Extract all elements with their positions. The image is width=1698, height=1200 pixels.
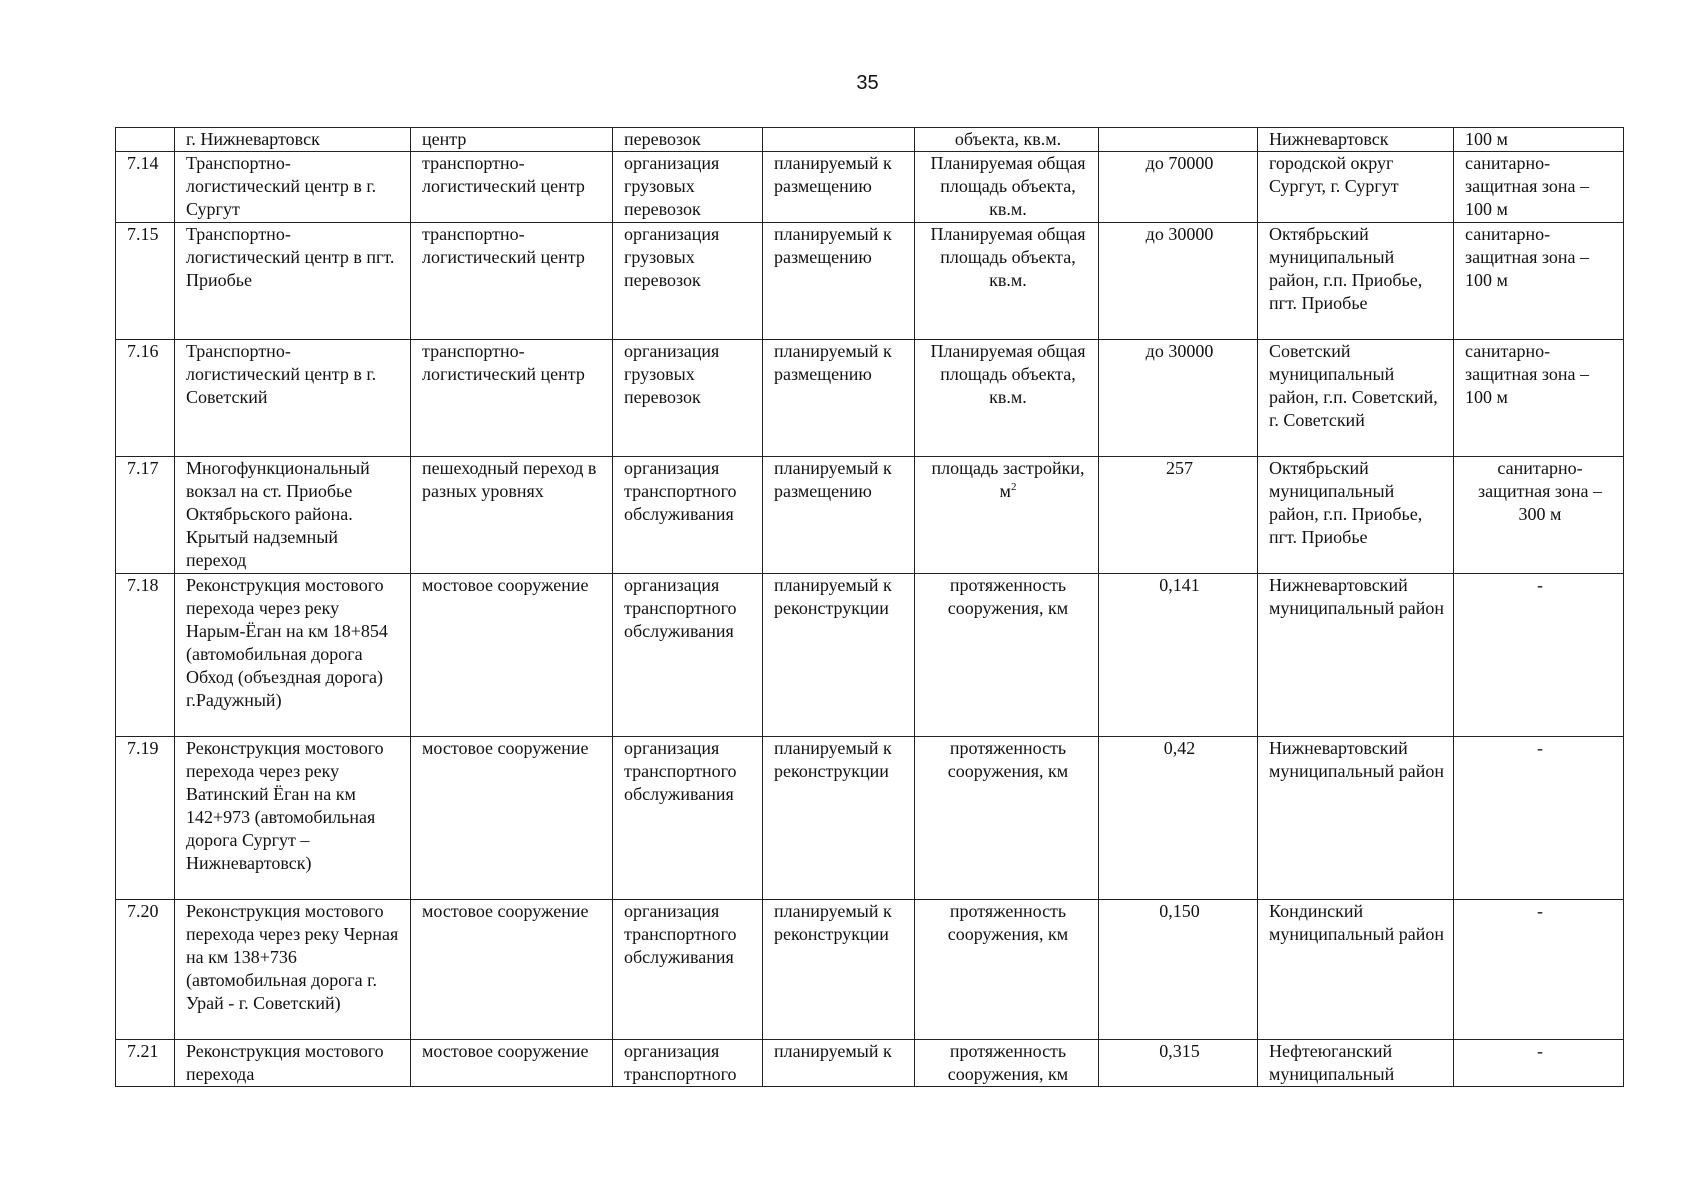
cell-location [1258,737,1454,900]
cell-purpose-text: организация грузовых перевозок [624,341,720,407]
cell-status [763,737,915,900]
cell-object-type [411,900,613,1040]
cell-location [1258,128,1454,152]
cell-object-name [175,737,411,900]
cell-location-text: Нефтеюганский муниципальный [1269,1041,1395,1084]
cell-object-name-text: Реконструкция мостового перехода через реку Ватинский Ёган на км 142+973 (автомобильная дорога Сургут – Нижневартовск) [186,738,384,873]
cell-parameter [915,574,1099,737]
cell-zone-text: санитарно-защитная зона – 100 м [1465,341,1589,407]
cell-zone [1454,1040,1624,1087]
cell-object-name-text: г. Нижневартовск [186,129,320,149]
cell-number-text: 7.15 [127,224,159,244]
cell-zone [1454,574,1624,737]
cell-number-text: 7.21 [127,1041,159,1061]
cell-purpose [613,340,763,457]
cell-purpose-text: организация грузовых перевозок [624,224,720,290]
cell-number [116,1040,175,1087]
cell-parameter [915,152,1099,223]
cell-status [763,128,915,152]
cell-purpose [613,128,763,152]
objects-table [115,127,1624,1087]
cell-location-text: Октябрьский муниципальный район, г.п. Приобье, пгт. Приобье [1269,458,1423,547]
cell-parameter [915,457,1099,574]
cell-value [1099,1040,1258,1087]
cell-status [763,152,915,223]
cell-status [763,574,915,737]
cell-value [1099,900,1258,1040]
cell-value [1099,737,1258,900]
cell-purpose-text: организация транспортного обслуживания [624,458,737,524]
cell-number [116,152,175,223]
cell-status-text: планируемый к размещению [774,153,892,196]
cell-location [1258,900,1454,1040]
cell-value [1099,340,1258,457]
cell-value-text: до 30000 [1145,224,1214,244]
cell-zone-text: - [1537,901,1543,921]
cell-object-name-text: Транспортно-логистический центр в г. Сургут [186,153,377,219]
cell-zone-text: - [1537,738,1543,758]
cell-purpose [613,900,763,1040]
cell-zone [1454,737,1624,900]
cell-status-text: планируемый к реконструкции [774,901,892,944]
cell-object-type [411,152,613,223]
cell-purpose [613,737,763,900]
cell-status [763,223,915,340]
cell-location-text: городской округ Сургут, г. Сургут [1269,153,1399,196]
cell-value-text: 0,42 [1163,738,1196,758]
cell-object-type-text: пешеходный переход в разных уровнях [422,458,597,501]
cell-object-name [175,1040,411,1087]
unit-superscript: 2 [1010,481,1017,493]
cell-parameter-text: объекта, кв.м. [954,129,1062,149]
cell-parameter [915,340,1099,457]
cell-location-text: Нижневартовский муниципальный район [1269,738,1445,781]
cell-value-text: 0,315 [1159,1041,1200,1061]
cell-number-text: 7.18 [127,575,159,595]
cell-value-text: 0,141 [1159,575,1200,595]
cell-status-text: планируемый к размещению [774,458,892,501]
cell-value-text: до 30000 [1145,341,1214,361]
cell-object-type [411,128,613,152]
cell-object-type-text: транспортно-логистический центр [422,224,585,267]
cell-purpose [613,574,763,737]
cell-parameter [915,1040,1099,1087]
table-row [116,574,1624,737]
cell-zone [1454,223,1624,340]
cell-object-type [411,223,613,340]
cell-parameter-text: Планируемая общая площадь объекта, кв.м. [930,341,1086,407]
table-row [116,1040,1624,1087]
cell-value [1099,457,1258,574]
cell-value [1099,128,1258,152]
cell-location [1258,340,1454,457]
cell-location-text: Советский муниципальный район, г.п. Советский, г. Советский [1269,341,1438,430]
table-row [116,152,1624,223]
cell-zone-text: - [1537,575,1543,595]
cell-purpose-text: организация транспортного обслуживания [624,575,737,641]
cell-zone-text: санитарно-защитная зона – 300 м [1478,458,1602,524]
cell-zone-text: санитарно-защитная зона – 100 м [1465,153,1589,219]
cell-location [1258,152,1454,223]
cell-location-text: Октябрьский муниципальный район, г.п. Приобье, пгт. Приобье [1269,224,1423,313]
cell-object-type-text: мостовое сооружение [422,575,589,595]
cell-status-text: планируемый к размещению [774,224,892,267]
cell-number [116,900,175,1040]
cell-object-name [175,574,411,737]
cell-location [1258,223,1454,340]
cell-object-name [175,900,411,1040]
cell-status [763,457,915,574]
cell-value [1099,223,1258,340]
cell-purpose [613,1040,763,1087]
cell-object-name-text: Реконструкция мостового перехода [186,1041,384,1084]
table-row [116,900,1624,1040]
cell-status-text: планируемый к реконструкции [774,738,892,781]
cell-parameter-text: протяженность сооружения, км [947,738,1069,781]
cell-object-type-text: мостовое сооружение [422,738,589,758]
cell-number [116,128,175,152]
cell-object-type [411,457,613,574]
cell-purpose-text: организация транспортного обслуживания [624,738,737,804]
cell-object-type [411,574,613,737]
cell-parameter [915,900,1099,1040]
cell-purpose [613,223,763,340]
cell-object-name [175,152,411,223]
cell-purpose-text: организация грузовых перевозок [624,153,720,219]
cell-zone-text: 100 м [1465,129,1508,149]
cell-parameter-text: протяженность сооружения, км [947,575,1069,618]
page-number: 35 [856,72,879,94]
cell-number [116,340,175,457]
cell-object-type [411,340,613,457]
cell-object-name-text: Многофункциональный вокзал на ст. Приобье Октябрьского района. Крытый надземный переход [186,458,370,570]
cell-number-text: 7.17 [127,458,159,478]
cell-number [116,574,175,737]
cell-number-text: 7.16 [127,341,159,361]
cell-status-text: планируемый к размещению [774,341,892,384]
cell-object-name [175,340,411,457]
cell-location [1258,574,1454,737]
cell-parameter-text: площадь застройки, м [931,458,1085,501]
cell-zone-text: санитарно-защитная зона – 100 м [1465,224,1589,290]
cell-number-text: 7.14 [127,153,159,173]
cell-status-text: планируемый к реконструкции [774,575,892,618]
cell-purpose [613,457,763,574]
cell-object-type-text: центр [422,129,467,149]
cell-value-text: 257 [1166,458,1193,478]
table-row [116,737,1624,900]
cell-zone [1454,128,1624,152]
cell-status [763,1040,915,1087]
cell-status [763,900,915,1040]
cell-object-name [175,457,411,574]
table-row [116,457,1624,574]
cell-object-type-text: мостовое сооружение [422,901,589,921]
table-row [116,340,1624,457]
cell-purpose-text: перевозок [624,129,701,149]
cell-value-text: до 70000 [1145,153,1214,173]
cell-parameter-text: протяженность сооружения, км [947,1041,1069,1084]
cell-zone-text: - [1537,1041,1543,1061]
cell-object-name [175,128,411,152]
cell-location-text: Нижневартовск [1269,129,1389,149]
cell-parameter-text: протяженность сооружения, км [947,901,1069,944]
table-row [116,128,1624,152]
cell-object-name-text: Реконструкция мостового перехода через реку Черная на км 138+736 (автомобильная дорога г. Урай - г. Советский) [186,901,399,1013]
cell-parameter-text: Планируемая общая площадь объекта, кв.м. [930,224,1086,290]
cell-value-text: 0,150 [1159,901,1200,921]
cell-purpose [613,152,763,223]
cell-zone [1454,457,1624,574]
cell-purpose-text: организация транспортного обслуживания [624,901,737,967]
cell-location [1258,457,1454,574]
table-row [116,223,1624,340]
cell-location [1258,1040,1454,1087]
cell-value [1099,152,1258,223]
cell-object-name-text: Транспортно-логистический центр в г. Советский [186,341,377,407]
cell-object-name-text: Транспортно-логистический центр в пгт. Приобье [186,224,395,290]
cell-zone [1454,340,1624,457]
cell-purpose-text: организация транспортного [624,1041,737,1084]
cell-object-type-text: мостовое сооружение [422,1041,589,1061]
cell-object-name [175,223,411,340]
cell-parameter [915,223,1099,340]
cell-status [763,340,915,457]
cell-location-text: Нижневартовский муниципальный район [1269,575,1445,618]
cell-number [116,223,175,340]
cell-object-type [411,1040,613,1087]
cell-status-text: планируемый к [774,1041,892,1061]
cell-number-text: 7.19 [127,738,159,758]
cell-parameter-text: Планируемая общая площадь объекта, кв.м. [930,153,1086,219]
cell-object-name-text: Реконструкция мостового перехода через реку Нарым-Ёган на км 18+854 (автомобильная дорога Обход (объездная дорога) г.Радужный) [186,575,388,710]
cell-object-type-text: транспортно-логистический центр [422,153,585,196]
cell-number [116,737,175,900]
cell-parameter [915,128,1099,152]
cell-parameter [915,737,1099,900]
cell-value [1099,574,1258,737]
cell-object-type-text: транспортно-логистический центр [422,341,585,384]
cell-object-type [411,737,613,900]
cell-zone [1454,900,1624,1040]
cell-zone [1454,152,1624,223]
cell-number [116,457,175,574]
cell-location-text: Кондинский муниципальный район [1269,901,1445,944]
cell-number-text: 7.20 [127,901,159,921]
